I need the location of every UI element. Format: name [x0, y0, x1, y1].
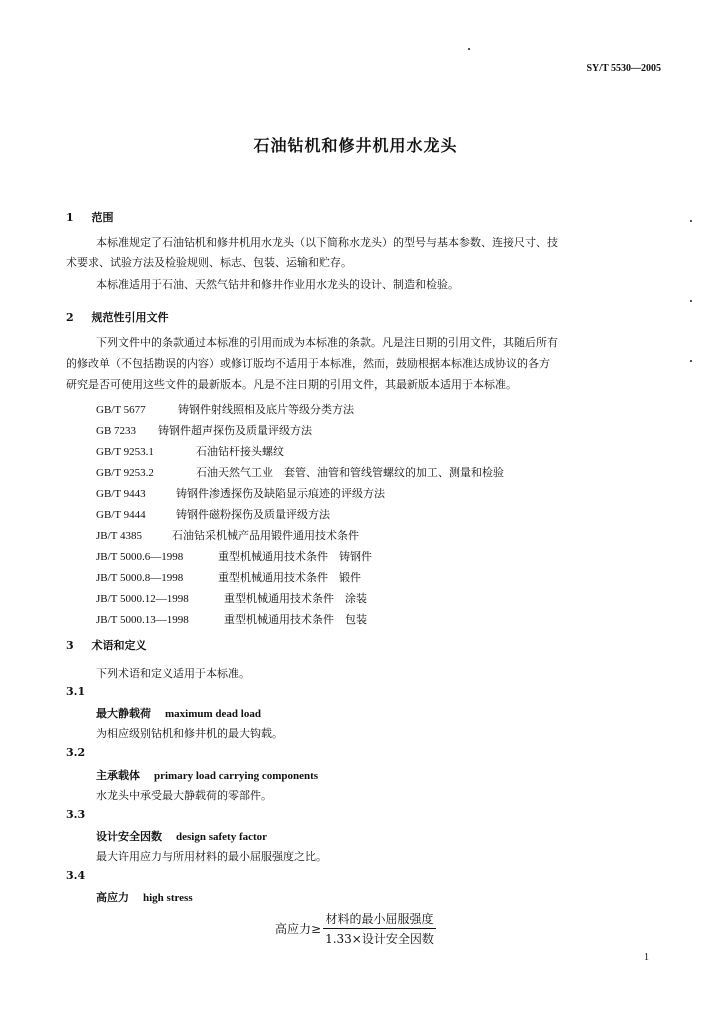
term-chinese: 最大静载荷	[96, 707, 151, 720]
standard-code: SY/T 5530—2005	[586, 63, 661, 74]
term-english: primary load carrying components	[154, 770, 319, 782]
section-number: 1	[66, 211, 74, 224]
section-2-intro-line3: 研究是否可使用这些文件的最新版本。凡是不注日期的引用文件，其最新版本适用于本标准。	[66, 378, 517, 391]
reference-title: 重型机械通用技术条件 涂装	[224, 592, 367, 605]
scan-speck	[690, 360, 692, 362]
scan-speck	[690, 300, 692, 302]
document-title: 石油钻机和修井机用水龙头	[253, 136, 458, 155]
reference-title: 石油钻杆接头螺纹	[196, 445, 284, 458]
term-number: 3.4	[66, 869, 86, 882]
reference-item	[96, 590, 367, 606]
section-title: 术语和定义	[91, 639, 147, 652]
section-number: 2	[66, 311, 74, 324]
term-number: 3.2	[66, 746, 86, 759]
section-title: 规范性引用文件	[91, 311, 169, 324]
reference-code: JB/T 4385	[96, 530, 142, 542]
term-number: 3.3	[66, 808, 86, 821]
term-definition: 水龙头中承受最大静载荷的零部件。	[96, 789, 272, 802]
term-english: design safety factor	[176, 831, 268, 843]
reference-title: 石油钻采机械产品用锻件通用技术条件	[172, 529, 359, 542]
reference-code: GB/T 9443	[96, 488, 146, 500]
term-heading	[96, 889, 193, 905]
reference-item	[96, 506, 330, 522]
formula-lhs: 高应力≥	[275, 922, 322, 936]
term-definition: 最大许用应力与所用材料的最小屈服强度之比。	[96, 850, 327, 863]
reference-title: 石油天然气工业 套管、油管和管线管螺纹的加工、测量和检验	[196, 466, 504, 479]
section-1-para1-line1: 本标准规定了石油钻机和修井机用水龙头（以下简称水龙头）的型号与基本参数、连接尺寸、技	[96, 236, 558, 249]
reference-title: 铸钢件磁粉探伤及质量评级方法	[176, 508, 330, 521]
term-chinese: 高应力	[96, 891, 129, 904]
reference-title: 重型机械通用技术条件 锻件	[218, 571, 361, 584]
section-1-para1-line2: 术要求、试验方法及检验规则、标志、包装、运输和贮存。	[66, 256, 352, 269]
term-heading	[96, 705, 261, 721]
scan-speck	[690, 220, 692, 222]
term-number: 3.1	[66, 685, 86, 698]
reference-item	[96, 401, 354, 417]
term-heading	[96, 828, 267, 844]
reference-code: JB/T 5000.12—1998	[96, 593, 189, 605]
reference-item	[96, 443, 284, 459]
term-english: high stress	[143, 892, 193, 904]
reference-title: 铸钢件超声探伤及质量评级方法	[158, 424, 312, 437]
reference-item	[96, 422, 312, 438]
section-1-heading	[66, 209, 114, 225]
reference-item	[96, 611, 367, 627]
section-1-para2: 本标准适用于石油、天然气钻井和修井作业用水龙头的设计、制造和检验。	[96, 278, 459, 291]
reference-code: GB/T 5677	[96, 404, 146, 416]
scan-speck	[468, 48, 470, 50]
reference-item	[96, 485, 385, 501]
section-3-intro: 下列术语和定义适用于本标准。	[96, 667, 250, 680]
page-number: 1	[644, 952, 649, 963]
section-number: 3	[66, 639, 74, 652]
reference-item	[96, 548, 372, 564]
reference-code: GB/T 9253.2	[96, 467, 154, 479]
term-heading	[96, 767, 318, 783]
reference-code: GB 7233	[96, 425, 137, 437]
section-2-intro-line2: 的修改单（不包括勘误的内容）或修订版均不适用于本标准，然而，鼓励根据本标准达成协议的各方	[66, 357, 550, 370]
formula-denominator: 1.33×设计安全因数	[325, 932, 434, 946]
reference-code: GB/T 9253.1	[96, 446, 154, 458]
reference-title: 重型机械通用技术条件 铸钢件	[218, 550, 372, 563]
term-definition: 为相应级别钻机和修井机的最大钩载。	[96, 727, 283, 740]
section-2-intro-line1: 下列文件中的条款通过本标准的引用而成为本标准的条款。凡是注日期的引用文件，其随后所有	[96, 336, 558, 349]
reference-code: GB/T 9444	[96, 509, 146, 521]
reference-title: 铸钢件渗透探伤及缺陷显示痕迹的评级方法	[176, 487, 385, 500]
section-2-heading	[66, 309, 169, 325]
section-3-heading	[66, 637, 147, 653]
high-stress-formula	[275, 910, 436, 947]
term-english: maximum dead load	[165, 708, 261, 720]
reference-item	[96, 527, 359, 543]
formula-fraction	[323, 910, 436, 947]
term-chinese: 主承载体	[96, 769, 140, 782]
reference-item	[96, 569, 361, 585]
reference-item	[96, 464, 504, 480]
formula-numerator: 材料的最小屈服强度	[323, 910, 436, 929]
reference-code: JB/T 5000.13—1998	[96, 614, 189, 626]
section-title: 范围	[91, 211, 114, 224]
reference-title: 重型机械通用技术条件 包装	[224, 613, 367, 626]
reference-code: JB/T 5000.6—1998	[96, 551, 184, 563]
reference-title: 铸钢件射线照相及底片等级分类方法	[178, 403, 354, 416]
reference-code: JB/T 5000.8—1998	[96, 572, 184, 584]
term-chinese: 设计安全因数	[96, 830, 162, 843]
